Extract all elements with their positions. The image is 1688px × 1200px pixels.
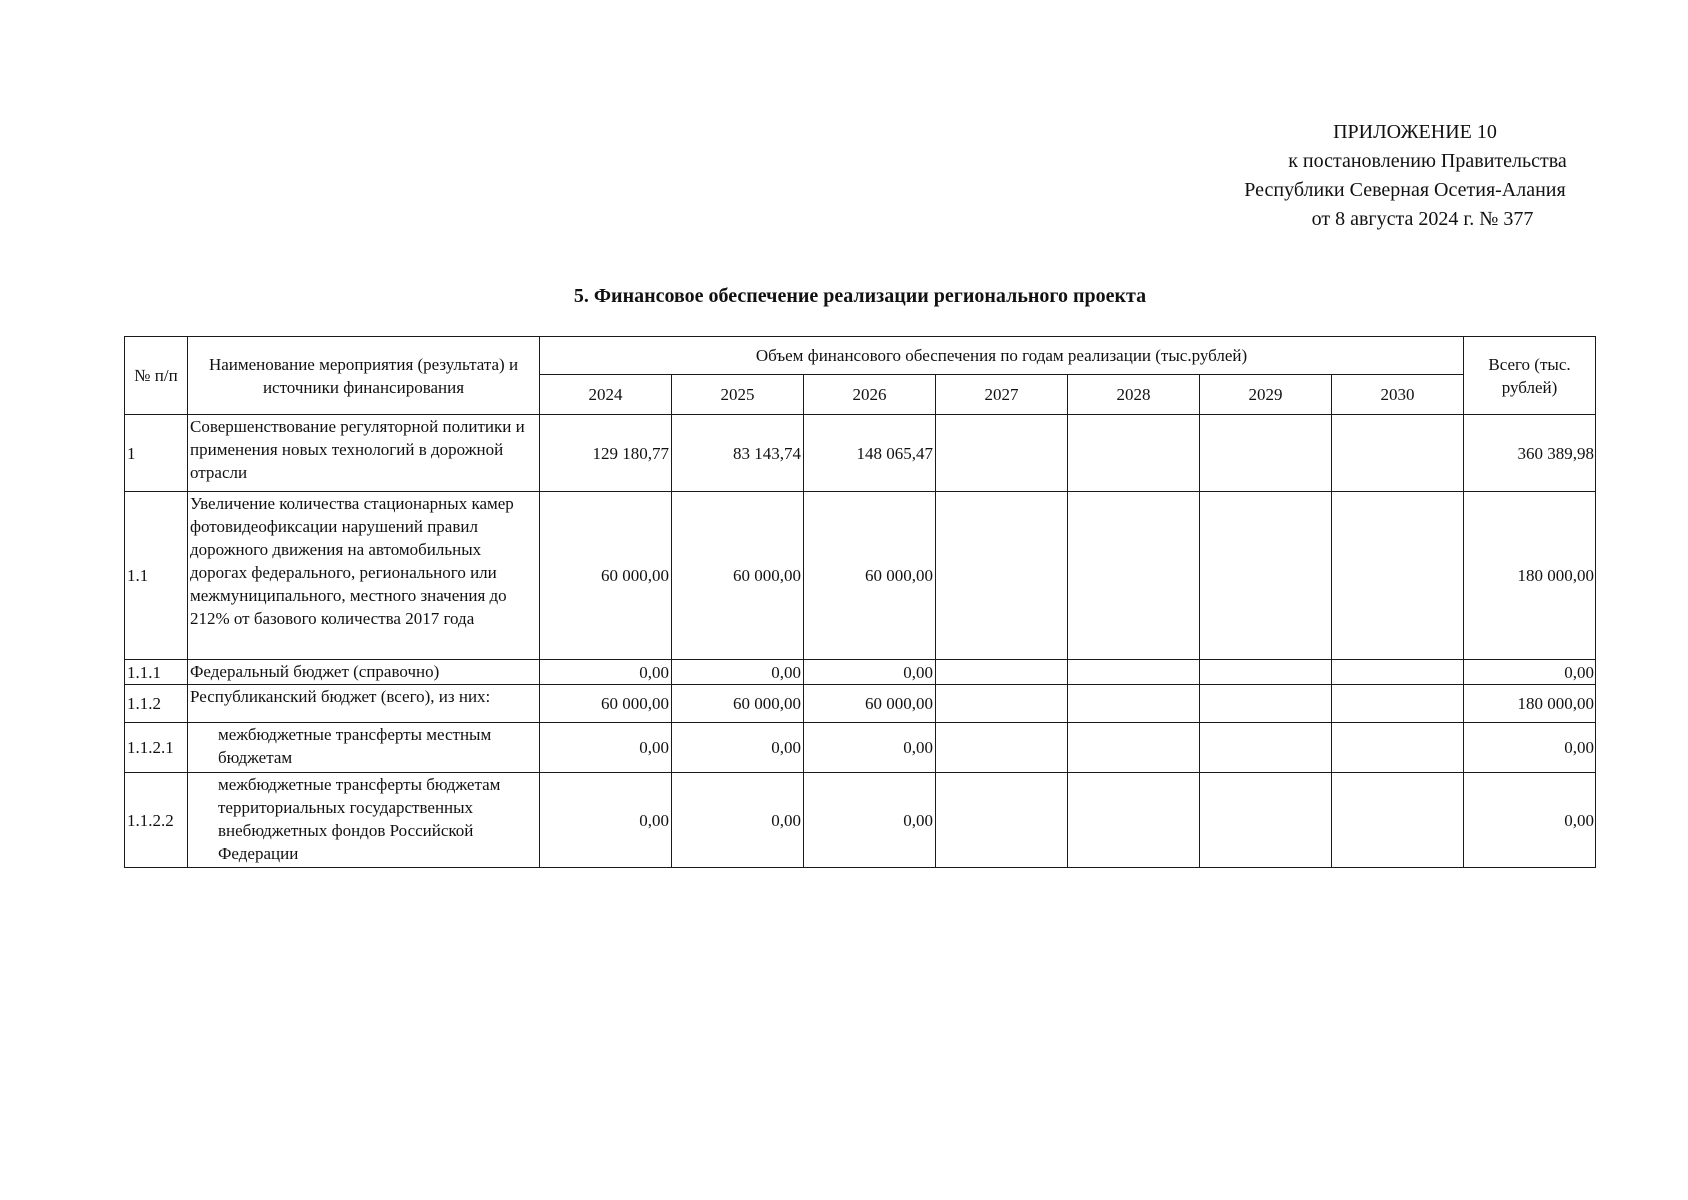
value-cell (936, 660, 1068, 685)
value-cell (1332, 415, 1464, 492)
value-cell (1332, 773, 1464, 868)
value-cell (936, 685, 1068, 723)
value-cell (1200, 723, 1332, 773)
total-cell: 180 000,00 (1464, 492, 1596, 660)
value-cell: 0,00 (540, 723, 672, 773)
row-id: 1.1.2.1 (125, 723, 188, 773)
row-name: Федеральный бюджет (справочно) (188, 660, 540, 685)
header-year: 2025 (672, 375, 804, 415)
value-cell (936, 773, 1068, 868)
value-cell: 60 000,00 (672, 685, 804, 723)
row-name: Совершенствование регуляторной политики и применения новых технологий в дорожной отрасли (188, 415, 540, 492)
value-cell (1332, 492, 1464, 660)
row-name: межбюджетные трансферты бюджетам территориальных государственных внебюджетных фондов Российской Федерации (188, 773, 540, 868)
header-year: 2026 (804, 375, 936, 415)
header-year: 2024 (540, 375, 672, 415)
value-cell: 0,00 (540, 773, 672, 868)
appendix-line: Республики Северная Осетия-Алания (1244, 179, 1566, 201)
value-cell (1068, 492, 1200, 660)
row-name: Увеличение количества стационарных камер фотовидеофиксации нарушений правил дорожного движения на автомобильных дорогах федерального, регионального или межмуниципального, местного значения до 212% от базового количества 2017 года (188, 492, 540, 660)
value-cell (1332, 723, 1464, 773)
value-cell (1068, 723, 1200, 773)
row-id: 1.1 (125, 492, 188, 660)
value-cell (1332, 660, 1464, 685)
total-cell: 0,00 (1464, 773, 1596, 868)
value-cell: 0,00 (804, 660, 936, 685)
value-cell: 129 180,77 (540, 415, 672, 492)
value-cell (936, 492, 1068, 660)
section-title: 5. Финансовое обеспечение реализации регионального проекта (573, 285, 1147, 307)
value-cell: 0,00 (672, 723, 804, 773)
row-name: межбюджетные трансферты местным бюджетам (188, 723, 540, 773)
table-row (125, 723, 1596, 773)
value-cell (936, 723, 1068, 773)
value-cell: 0,00 (672, 773, 804, 868)
value-cell (1200, 685, 1332, 723)
value-cell: 0,00 (804, 723, 936, 773)
appendix-title: ПРИЛОЖЕНИЕ 10 (1333, 121, 1497, 143)
value-cell: 60 000,00 (804, 492, 936, 660)
header-year: 2027 (936, 375, 1068, 415)
value-cell: 60 000,00 (804, 685, 936, 723)
header-year: 2030 (1332, 375, 1464, 415)
total-cell: 180 000,00 (1464, 685, 1596, 723)
table-row (125, 773, 1596, 868)
header-name: Наименование мероприятия (результата) и источники финансирования (188, 337, 540, 415)
row-id: 1.1.2 (125, 685, 188, 723)
value-cell (1068, 685, 1200, 723)
header-year: 2029 (1200, 375, 1332, 415)
value-cell: 60 000,00 (672, 492, 804, 660)
header-total: Всего (тыс. рублей) (1464, 337, 1596, 415)
row-id: 1.1.2.2 (125, 773, 188, 868)
financing-table (124, 336, 1596, 868)
row-name: Республиканский бюджет (всего), из них: (188, 685, 540, 723)
table-row (125, 660, 1596, 685)
value-cell (1068, 415, 1200, 492)
value-cell (1200, 415, 1332, 492)
total-cell: 360 389,98 (1464, 415, 1596, 492)
header-number: № п/п (125, 337, 188, 415)
table-row (125, 492, 1596, 660)
value-cell: 0,00 (540, 660, 672, 685)
total-cell: 0,00 (1464, 723, 1596, 773)
value-cell (1200, 773, 1332, 868)
value-cell: 0,00 (672, 660, 804, 685)
value-cell: 148 065,47 (804, 415, 936, 492)
value-cell (1332, 685, 1464, 723)
value-cell: 60 000,00 (540, 685, 672, 723)
table-row (125, 415, 1596, 492)
total-cell: 0,00 (1464, 660, 1596, 685)
value-cell (1068, 773, 1200, 868)
appendix-line: к постановлению Правительства (1288, 150, 1567, 172)
value-cell (1200, 492, 1332, 660)
value-cell (1068, 660, 1200, 685)
table-row (125, 685, 1596, 723)
header-year: 2028 (1068, 375, 1200, 415)
row-id: 1 (125, 415, 188, 492)
value-cell: 60 000,00 (540, 492, 672, 660)
header-funding-group: Объем финансового обеспечения по годам реализации (тыс.рублей) (540, 337, 1464, 375)
row-id: 1.1.1 (125, 660, 188, 685)
value-cell: 0,00 (804, 773, 936, 868)
value-cell (936, 415, 1068, 492)
value-cell (1200, 660, 1332, 685)
appendix-header (1180, 118, 1630, 234)
value-cell: 83 143,74 (672, 415, 804, 492)
appendix-date-line: от 8 августа 2024 г. № 377 (1311, 208, 1534, 230)
